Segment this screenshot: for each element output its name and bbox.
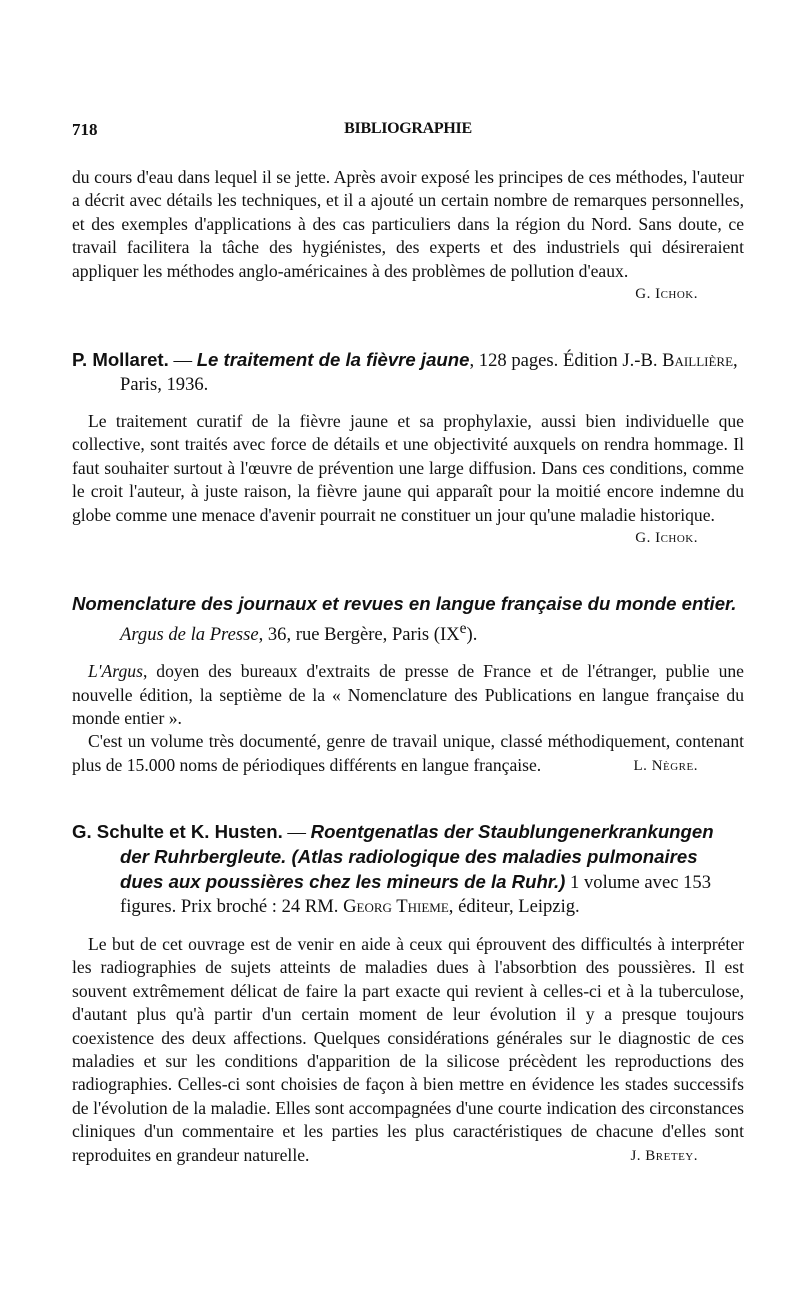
running-head: BIBLIOGRAPHIE [344,120,472,137]
entry-title: Roentgenatlas der Staublungenerkrankungen der Ruhrbergleute. (Atlas radiologique des maladies pulmonaires dues aux poussières chez les mineurs de la Ruhr.) [120,821,714,892]
entry-author: P. Mollaret. [72,349,169,370]
entry-heading: Nomenclature des journaux et revues en langue française du monde entier. Argus de la Presse, 36, rue Bergère, Paris (IXe). [72,593,737,646]
continuation-block [72,166,744,305]
entry-publisher: Georg Thieme [343,896,449,917]
entry-publisher: Argus de la Presse [120,624,259,646]
signature: G. Ichok. [635,530,698,547]
entry-schulte-husten [72,820,744,1167]
page-header [72,120,744,144]
entry-paragraph: C'est un volume très documenté, genre de travail unique, classé méthodiquement, contenant plus de 15.000 noms de périodiques différents en langue française. [72,731,744,775]
entry-paragraph: Le but de cet ouvrage est de venir en aide à ceux qui éprouvent des difficultés à interpréter les radiographies de sujets atteints de maladies dues à l'absorbtion des poussières. Il est souvent extrêmement délicat de faire la part exacte qui revient à celles-ci et à la tuberculose, d'autant plus qu'à partir d'un certain moment de leur évolution il y a presque toujours coexistence des deux affections. Quelques considérations générales sur le diagnostic de ces maladies et sur les conditions d'apparition de la silicose précèdent les reproductions des radiographies. Celles-ci sont choisies de façon à bien mettre en évidence les stades successifs de l'évolution de la maladie. Elles sont accompagnées d'une courte indication des circonstances cliniques d'un commentaire et les parties les plus caractéristiques de chacune d'elles sont reproduites en grandeur naturelle. [72,934,744,1165]
entry-title: Nomenclature des journaux et revues en langue française du monde entier. [72,593,737,614]
signature: G. Ichok. [635,286,698,303]
entry-heading: G. Schulte et K. Husten. — Roentgenatlas der Staublungenerkrankungen der Ruhrbergleute. (Atlas radiologique des maladies pulmonaires dues aux poussières chez les mineurs de la Ruhr.) 1 volume avec 153 figures. Prix broché : 24 RM. Georg Thieme, éditeur, Leipzig. [72,821,714,917]
entry-nomenclature [72,592,744,777]
continuation-paragraph: du cours d'eau dans lequel il se jette. Après avoir exposé les principes de ces méthodes, l'auteur a décrit avec détails les techniques, et il a ajouté un certain nombre de remarques personnelles, et des exemples d'applications à des cas particuliers dans la région du Nord. Sans doute, ce travail facilitera la tâche des hygiénistes, des experts et des industriels qui désireraient appliquer les méthodes anglo-américaines à des problèmes de pollution d'eaux. [72,167,744,281]
entry-paragraph: Le traitement curatif de la fièvre jaune et sa prophylaxie, aussi bien individuelle que collective, sont traités avec force de détails et une objectivité auxquels on rendra hommage. Il faut souhaiter surtout à l'œuvre de prévention une large diffusion. Dans ces conditions, comme le croit l'auteur, à juste raison, la fièvre jaune qui apparaît pour la moitié encore indemne du globe comme une menace d'avenir pourrait ne constituer un jour qu'une maladie historique. [72,411,744,525]
entry-mollaret [72,348,744,549]
entry-paragraph: L'Argus, doyen des bureaux d'extraits de presse de France et de l'étranger, publie une nouvelle édition, la septième de la « Nomenclature des Publications en langue française du monde entier ». [72,661,744,728]
entry-publisher: Baillière [662,350,734,371]
page-number: 718 [72,120,98,139]
signature: L. Nègre. [633,758,698,775]
entry-heading: P. Mollaret. — Le traitement de la fièvre jaune, 128 pages. Édition J.-B. Baillière, Paris, 1936. [72,349,738,395]
entry-title: Le traitement de la fièvre jaune [196,349,470,370]
entry-author: G. Schulte et K. Husten. [72,821,283,842]
signature: J. Bretey. [630,1148,698,1165]
